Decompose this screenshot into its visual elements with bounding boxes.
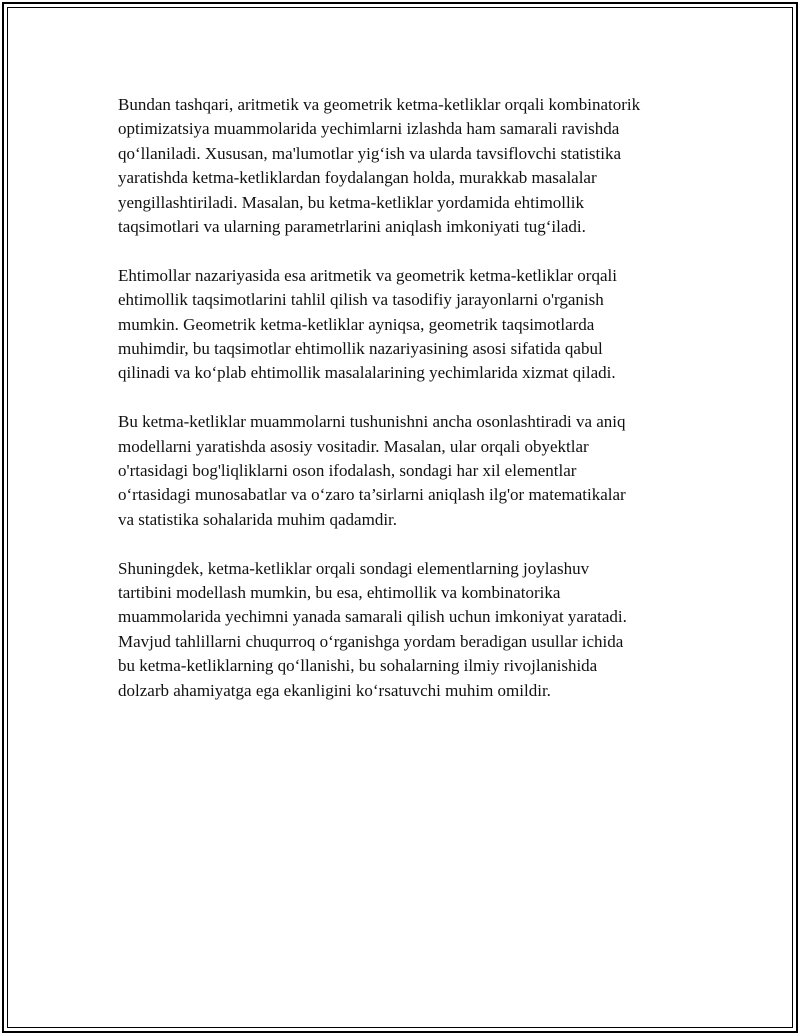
text-line: muammolarida yechimni yanada samarali qilish uchun imkoniyat yaratadi.	[118, 607, 627, 627]
text-line: taqsimotlari va ularning parametrlarini aniqlash imkoniyati tug‘iladi.	[118, 217, 586, 237]
paragraph-2	[118, 264, 698, 386]
paragraph-3	[118, 410, 698, 532]
text-line: Mavjud tahlillarni chuqurroq o‘rganishga yordam beradigan usullar ichida	[118, 631, 624, 651]
text-line: Bu ketma-ketliklar muammolarni tushunishni ancha osonlashtiradi va aniq	[118, 412, 626, 432]
text-line: Bundan tashqari, aritmetik va geometrik ketma-ketliklar orqali kombinatorik	[118, 95, 641, 114]
text-line: o‘rtasidagi munosabatlar va o‘zaro ta’sirlarni aniqlash ilg'or matematikalar	[118, 485, 626, 505]
text-line: dolzarb ahamiyatga ega ekanligini ko‘rsatuvchi muhim omildir.	[118, 680, 551, 700]
text-line: yaratishda ketma-ketliklardan foydalangan holda, murakkab masalalar	[118, 168, 597, 188]
text-line: yengillashtiriladi. Masalan, bu ketma-ketliklar yordamida ehtimollik	[118, 192, 584, 212]
text-line: Shuningdek, ketma-ketliklar orqali sondagi elementlarning joylashuv	[118, 558, 590, 578]
text-line: tartibini modellash mumkin, bu esa, ehtimollik va kombinatorika	[118, 583, 561, 603]
text-line: o'rtasidagi bog'liqliklarni oson ifodalash, sondagi har xil elementlar	[118, 461, 577, 481]
text-line: mumkin. Geometrik ketma-ketliklar ayniqsa, geometrik taqsimotlarda	[118, 314, 595, 334]
text-line: ehtimollik taqsimotlarini tahlil qilish va tasodifiy jarayonlarni o'rganish	[118, 290, 604, 310]
text-line: optimizatsiya muammolarida yechimlarni izlashda ham samarali ravishda	[118, 119, 620, 139]
paragraph-4	[118, 557, 698, 703]
text-line: va statistika sohalarida muhim qadamdir.	[118, 509, 398, 529]
text-line: Ehtimollar nazariyasida esa aritmetik va geometrik ketma-ketliklar orqali	[118, 265, 617, 285]
text-line: qilinadi va ko‘plab ehtimollik masalalarining yechimlarida xizmat qiladi.	[118, 363, 616, 383]
text-line: muhimdir, bu taqsimotlar ehtimollik nazariyasining asosi sifatida qabul	[118, 339, 603, 359]
text-line: qo‘llaniladi. Xususan, ma'lumotlar yig‘ish va ularda tavsiflovchi statistika	[118, 143, 622, 163]
text-line: modellarni yaratishda asosiy vositadir. Masalan, ular orqali obyektlar	[118, 436, 589, 456]
paragraph-1	[118, 93, 698, 239]
document-body	[118, 93, 698, 728]
text-line: bu ketma-ketliklarning qo‘llanishi, bu sohalarning ilmiy rivojlanishida	[118, 656, 598, 676]
